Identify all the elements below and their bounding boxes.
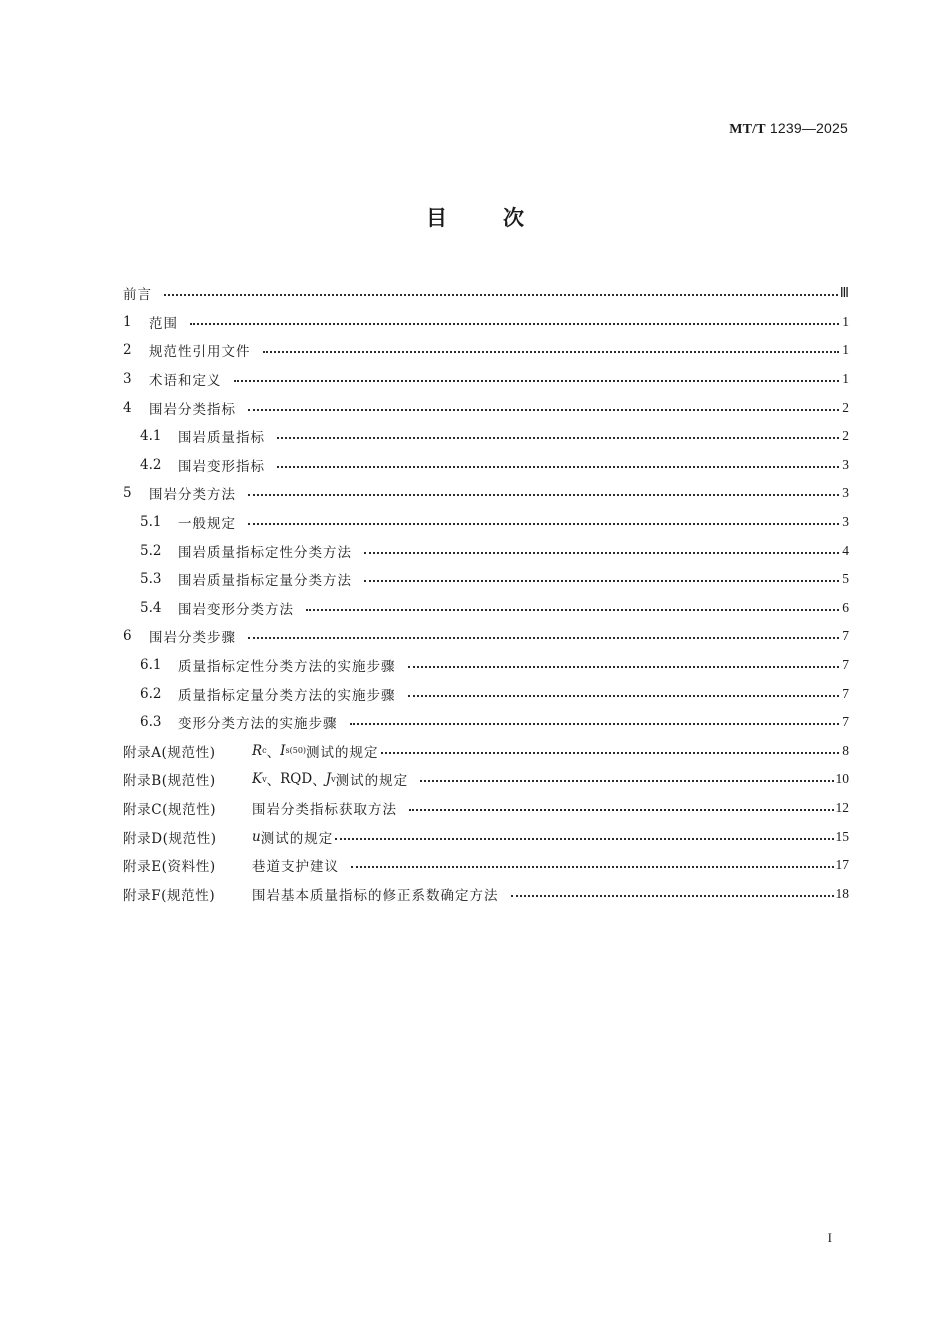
symbol-i: I [280,742,286,759]
toc-label: 规范性引用文件 [149,344,251,361]
toc-entry-6-3[interactable] [123,708,849,737]
toc-label: 围岩分类方法 [149,487,236,504]
toc-entry-annex-f[interactable] [123,879,849,908]
toc-page: 7 [842,685,849,701]
dot-leader [190,321,839,325]
toc-entry-6-1[interactable] [123,651,849,680]
toc-label: 一般规定 [178,516,236,533]
toc-page: 17 [835,857,849,873]
toc-number: 6.3 [140,714,162,731]
separator: 、 [312,773,326,790]
standard-number [729,120,848,138]
dot-leader [351,864,834,868]
symbol-r: R [252,742,263,759]
separator: 、 [266,744,281,761]
toc-number: 1 [123,313,132,330]
annex-title-tail: 测试的规定 [335,773,409,790]
dot-leader [511,893,834,897]
dot-leader [263,349,840,353]
annex-label: 附录D(规范性) [123,830,217,847]
page-title: 目次 [426,206,580,230]
toc-page: 4 [842,542,849,558]
toc-entry-annex-a[interactable] [123,737,849,766]
subscript-s50: s(50) [285,746,307,756]
toc-page: 10 [835,771,849,787]
toc-entry-6-2[interactable] [123,679,849,708]
annex-label: 附录C(规范性) [123,801,217,818]
toc-entry-4-1[interactable] [123,422,849,451]
subscript-v: v [331,774,336,784]
toc-page: 1 [842,342,849,358]
dot-leader [248,407,839,411]
symbol-rqd: RQD [280,771,313,788]
dot-leader [248,492,839,496]
toc-number: 4.1 [140,428,162,445]
toc-number: 6.2 [140,685,162,702]
subscript-v: v [262,774,267,784]
toc-entry-5-1[interactable] [123,508,849,537]
toc-number: 5 [123,485,132,502]
toc-page: 1 [842,313,849,329]
toc-label: 围岩变形分类方法 [178,601,294,618]
toc-number: 4 [123,399,132,416]
dot-leader [420,778,833,782]
toc-page: 1 [842,371,849,387]
toc-number: 6 [123,628,132,645]
dot-leader [248,635,839,639]
toc-label: 围岩分类指标 [149,401,236,418]
toc-number: 2 [123,342,132,359]
toc-number: 6.1 [140,657,162,674]
toc-page: 7 [842,628,849,644]
annex-label: 附录B(规范性) [123,773,216,790]
page-number: I [827,1230,832,1245]
dot-leader [277,464,839,468]
toc-label: 变形分类方法的实施步骤 [178,716,338,733]
toc-page: 18 [835,885,849,901]
toc-number: 5.2 [140,542,162,559]
toc-label: 围岩变形指标 [178,458,265,475]
annex-title-tail: 测试的规定 [260,830,334,847]
dot-leader [381,750,839,754]
toc-page: 15 [835,828,849,844]
toc-entry-annex-e[interactable] [123,851,849,880]
dot-leader [350,721,840,725]
toc-entry-annex-d[interactable] [123,822,849,851]
annex-title-tail: 测试的规定 [306,744,379,761]
toc-page: 7 [842,714,849,730]
toc-label: 围岩质量指标定性分类方法 [178,544,352,561]
toc-entry-4-2[interactable] [123,451,849,480]
dot-leader [409,807,834,811]
toc-number: 4.2 [140,456,162,473]
toc-page: 12 [835,799,849,815]
toc-page: 5 [842,571,849,587]
dot-leader [335,836,833,840]
toc-entry-5-2[interactable] [123,536,849,565]
toc-entry-5-3[interactable] [123,565,849,594]
symbol-u: u [252,828,261,845]
dot-leader [306,607,839,611]
dot-leader [277,435,839,439]
toc-page: 3 [842,456,849,472]
separator: 、 [266,773,281,790]
toc-page: 3 [842,485,849,501]
dot-leader [408,664,840,668]
toc-number: 3 [123,371,132,388]
standard-code: MT/T [729,122,766,137]
toc-label: 围岩质量指标定量分类方法 [178,573,352,590]
toc-page: 2 [842,399,849,415]
toc-entry-1[interactable] [123,308,849,337]
dot-leader [164,292,838,296]
annex-title: 巷道支护建议 [252,859,339,876]
annex-title: 围岩基本质量指标的修正系数确定方法 [252,887,499,904]
toc-page: 3 [842,514,849,530]
toc-page: Ⅲ [839,285,849,301]
toc-label: 术语和定义 [149,373,222,390]
toc-label: 前言 [123,287,152,304]
dot-leader [248,521,839,525]
toc-entry-3[interactable] [123,365,849,394]
toc-entry-foreword[interactable] [123,279,849,308]
toc-label: 围岩质量指标 [178,430,265,447]
toc-entry-5[interactable] [123,479,849,508]
toc-number: 5.1 [140,514,162,531]
subscript-c: c [262,746,267,756]
toc-entry-4[interactable] [123,393,849,422]
dot-leader [364,578,839,582]
annex-label: 附录A(规范性) [123,744,216,761]
toc-label: 范围 [149,315,178,332]
toc-number: 5.4 [140,599,162,616]
annex-title: 围岩分类指标获取方法 [252,801,397,818]
symbol-k: K [252,771,263,788]
symbol-j: J [325,771,332,788]
standard-year: 1239—2025 [769,120,848,136]
toc-label: 质量指标定量分类方法的实施步骤 [178,687,396,704]
toc-entry-annex-c[interactable] [123,794,849,823]
toc-entry-2[interactable] [123,336,849,365]
toc-page: 6 [842,599,849,615]
toc-entry-annex-b[interactable] [123,765,849,794]
toc-page: 7 [842,657,849,673]
toc-page: 8 [842,742,849,758]
table-of-contents [123,279,849,908]
toc-label: 质量指标定性分类方法的实施步骤 [178,659,396,676]
toc-number: 5.3 [140,571,162,588]
dot-leader [408,693,840,697]
toc-entry-6[interactable] [123,622,849,651]
dot-leader [234,378,840,382]
annex-label: 附录F(规范性) [123,887,216,904]
toc-label: 围岩分类步骤 [149,630,236,647]
toc-page: 2 [842,428,849,444]
dot-leader [364,550,839,554]
toc-entry-5-4[interactable] [123,594,849,623]
annex-label: 附录E(资料性) [123,859,216,876]
